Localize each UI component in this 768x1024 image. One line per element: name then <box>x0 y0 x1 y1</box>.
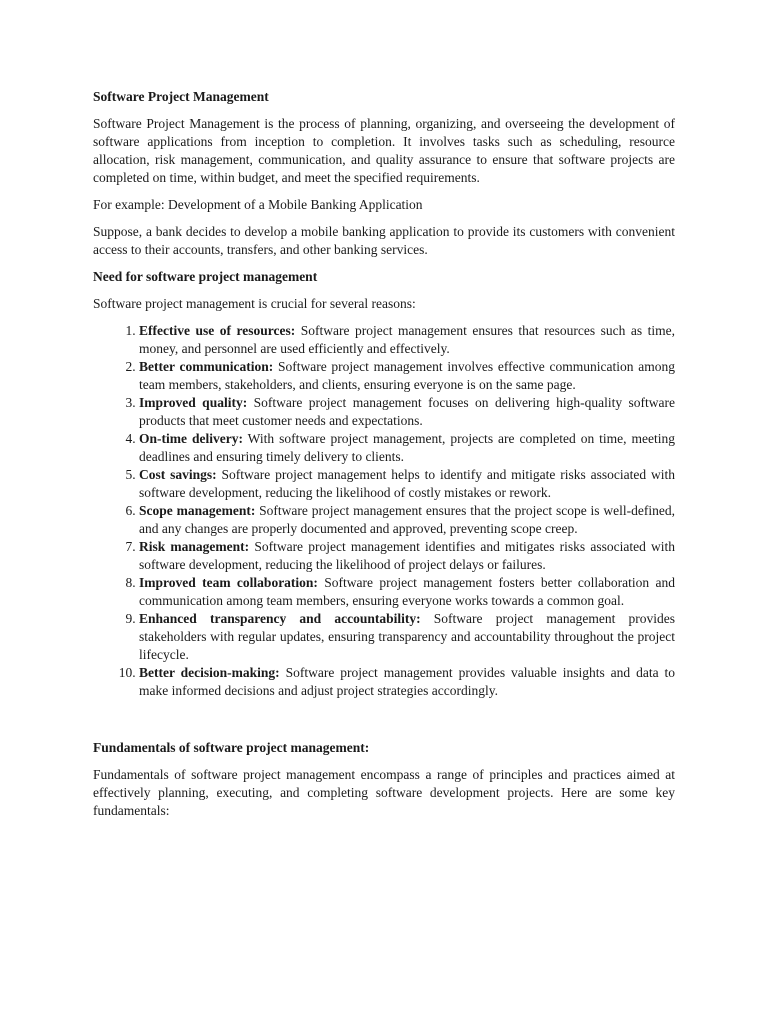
list-item-term: Effective use of resources: <box>139 323 296 338</box>
fundamentals-intro: Fundamentals of software project management encompass a range of principles and practices aimed at effectively planning, executing, and completing software development projects. Here are some key fundamentals: <box>93 767 675 818</box>
list-item <box>139 466 675 502</box>
list-item <box>139 574 675 610</box>
list-item <box>139 358 675 394</box>
example-paragraph: Suppose, a bank decides to develop a mobile banking application to provide its customers with convenient access to their accounts, transfers, and other banking services. <box>93 224 675 257</box>
section-spacer <box>93 709 675 739</box>
reasons-list <box>93 322 675 700</box>
list-item-text: Software project management ensures that the project scope is well-defined, and any changes are properly documented and approved, preventing scope creep. <box>139 503 675 536</box>
list-item <box>139 394 675 430</box>
list-item-term: Enhanced transparency and accountability: <box>139 611 421 626</box>
list-item <box>139 538 675 574</box>
list-item-term: Better communication: <box>139 359 274 374</box>
list-item <box>139 610 675 664</box>
list-item <box>139 430 675 466</box>
list-item-term: Better decision-making: <box>139 665 280 680</box>
list-item-text: With software project management, projects are completed on time, meeting deadlines and ensuring timely delivery to clients. <box>139 431 675 464</box>
need-heading: Need for software project management <box>93 269 318 284</box>
list-item-term: Improved team collaboration: <box>139 575 318 590</box>
list-item-term: Improved quality: <box>139 395 248 410</box>
document-page <box>93 88 675 829</box>
list-item-text: Software project management provides valuable insights and data to make informed decisions and adjust project strategies accordingly. <box>139 665 676 698</box>
list-item-term: Risk management: <box>139 539 250 554</box>
example-line: For example: Development of a Mobile Banking Application <box>93 197 423 212</box>
need-intro: Software project management is crucial for several reasons: <box>93 296 416 311</box>
list-item-text: Software project management helps to identify and mitigate risks associated with software development, reducing the likelihood of costly mistakes or rework. <box>139 467 675 500</box>
list-item <box>139 502 675 538</box>
list-item-text: Software project management focuses on delivering high-quality software products that meet customer needs and expectations. <box>139 395 676 428</box>
intro-paragraph: Software Project Management is the process of planning, organizing, and overseeing the development of software applications from inception to completion. It involves tasks such as scheduling, resource allocation, risk management, communication, and quality assurance to ensure that software projects are completed on time, within budget, and meet the specified requirements. <box>93 116 675 185</box>
fundamentals-heading: Fundamentals of software project management: <box>93 740 370 755</box>
list-item-text: Software project management fosters better collaboration and communication among team members, ensuring everyone works towards a common goal. <box>139 575 676 608</box>
list-item-term: Scope management: <box>139 503 256 518</box>
list-item-text: Software project management ensures that resources such as time, money, and personnel are used efficiently and effectively. <box>139 323 676 356</box>
list-item-term: Cost savings: <box>139 467 217 482</box>
list-item-text: Software project management involves effective communication among team members, stakeholders, and clients, ensuring everyone is on the same page. <box>139 359 675 392</box>
document-title: Software Project Management <box>93 89 269 104</box>
list-item <box>139 664 675 700</box>
list-item-text: Software project management provides stakeholders with regular updates, ensuring transparency and accountability throughout the project lifecycle. <box>139 611 676 662</box>
list-item-text: Software project management identifies and mitigates risks associated with software development, reducing the likelihood of project delays or failures. <box>139 539 675 572</box>
list-item <box>139 322 675 358</box>
list-item-term: On-time delivery: <box>139 431 243 446</box>
